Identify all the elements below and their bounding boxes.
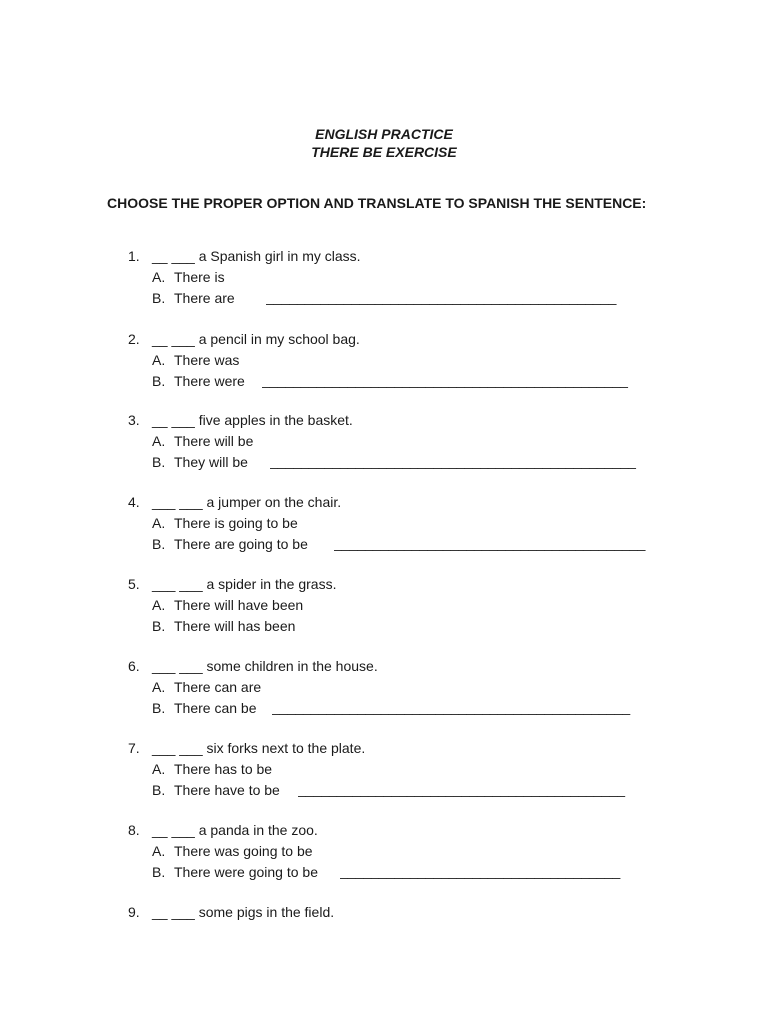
option-letter: A.	[152, 597, 166, 613]
translation-blank[interactable]: _______________________________________________	[270, 453, 636, 469]
option-text: There can be	[174, 700, 257, 716]
translation-blank[interactable]: ______________________________________________	[272, 699, 631, 715]
option-letter: B.	[152, 373, 166, 389]
option-text: There were going to be	[174, 864, 318, 880]
question-number: 1.	[128, 248, 140, 264]
question-8	[0, 821, 768, 891]
option-text: There will has been	[174, 618, 296, 634]
option-letter: B.	[152, 536, 166, 552]
option-letter: A.	[152, 679, 166, 695]
question-number: 7.	[128, 740, 140, 756]
question-2	[0, 330, 768, 400]
question-text: __ ___ a panda in the zoo.	[152, 822, 318, 838]
option-letter: A.	[152, 761, 166, 777]
question-text: ___ ___ a jumper on the chair.	[152, 494, 342, 510]
option-text: There will be	[174, 433, 254, 449]
translation-blank[interactable]: __________________________________________	[298, 781, 626, 797]
question-text: __ ___ five apples in the basket.	[152, 412, 353, 428]
option-letter: A.	[152, 269, 166, 285]
option-text: There are	[174, 290, 235, 306]
question-number: 6.	[128, 658, 140, 674]
option-letter: A.	[152, 352, 166, 368]
question-5	[0, 575, 768, 645]
option-letter: B.	[152, 782, 166, 798]
question-text: ___ ___ a spider in the grass.	[152, 576, 337, 592]
question-number: 4.	[128, 494, 140, 510]
option-letter: B.	[152, 290, 166, 306]
translation-blank[interactable]: _______________________________________________	[262, 372, 628, 388]
question-4	[0, 493, 768, 563]
question-number: 9.	[128, 904, 140, 920]
question-7	[0, 739, 768, 809]
question-text: __ ___ a pencil in my school bag.	[152, 331, 360, 347]
option-text: There is	[174, 269, 225, 285]
option-text: There was going to be	[174, 843, 313, 859]
option-text: There have to be	[174, 782, 280, 798]
question-text: ___ ___ six forks next to the plate.	[152, 740, 366, 756]
option-text: There is going to be	[174, 515, 298, 531]
question-text: __ ___ a Spanish girl in my class.	[152, 248, 361, 264]
question-9	[0, 903, 768, 973]
question-number: 3.	[128, 412, 140, 428]
option-text: There can are	[174, 679, 262, 695]
document-title: ENGLISH PRACTICE	[315, 126, 453, 142]
question-text: ___ ___ some children in the house.	[152, 658, 378, 674]
question-text: __ ___ some pigs in the field.	[152, 904, 335, 920]
option-letter: B.	[152, 700, 166, 716]
option-text: They will be	[174, 454, 248, 470]
option-text: There are going to be	[174, 536, 308, 552]
question-3	[0, 411, 768, 481]
translation-blank[interactable]: _____________________________________________	[266, 289, 617, 305]
instruction-text: CHOOSE THE PROPER OPTION AND TRANSLATE TO SPANISH THE SENTENCE:	[107, 195, 647, 211]
option-text: There will have been	[174, 597, 304, 613]
question-number: 2.	[128, 331, 140, 347]
option-letter: A.	[152, 433, 166, 449]
option-letter: A.	[152, 515, 166, 531]
option-letter: A.	[152, 843, 166, 859]
option-text: There was	[174, 352, 240, 368]
option-text: There has to be	[174, 761, 273, 777]
translation-blank[interactable]: ________________________________________	[334, 535, 646, 551]
question-6	[0, 657, 768, 727]
question-number: 5.	[128, 576, 140, 592]
option-text: There were	[174, 373, 245, 389]
option-letter: B.	[152, 618, 166, 634]
question-1	[0, 247, 768, 317]
question-number: 8.	[128, 822, 140, 838]
translation-blank[interactable]: ____________________________________	[340, 863, 621, 879]
option-letter: B.	[152, 454, 166, 470]
document-subtitle: THERE BE EXERCISE	[311, 144, 457, 160]
option-letter: B.	[152, 864, 166, 880]
